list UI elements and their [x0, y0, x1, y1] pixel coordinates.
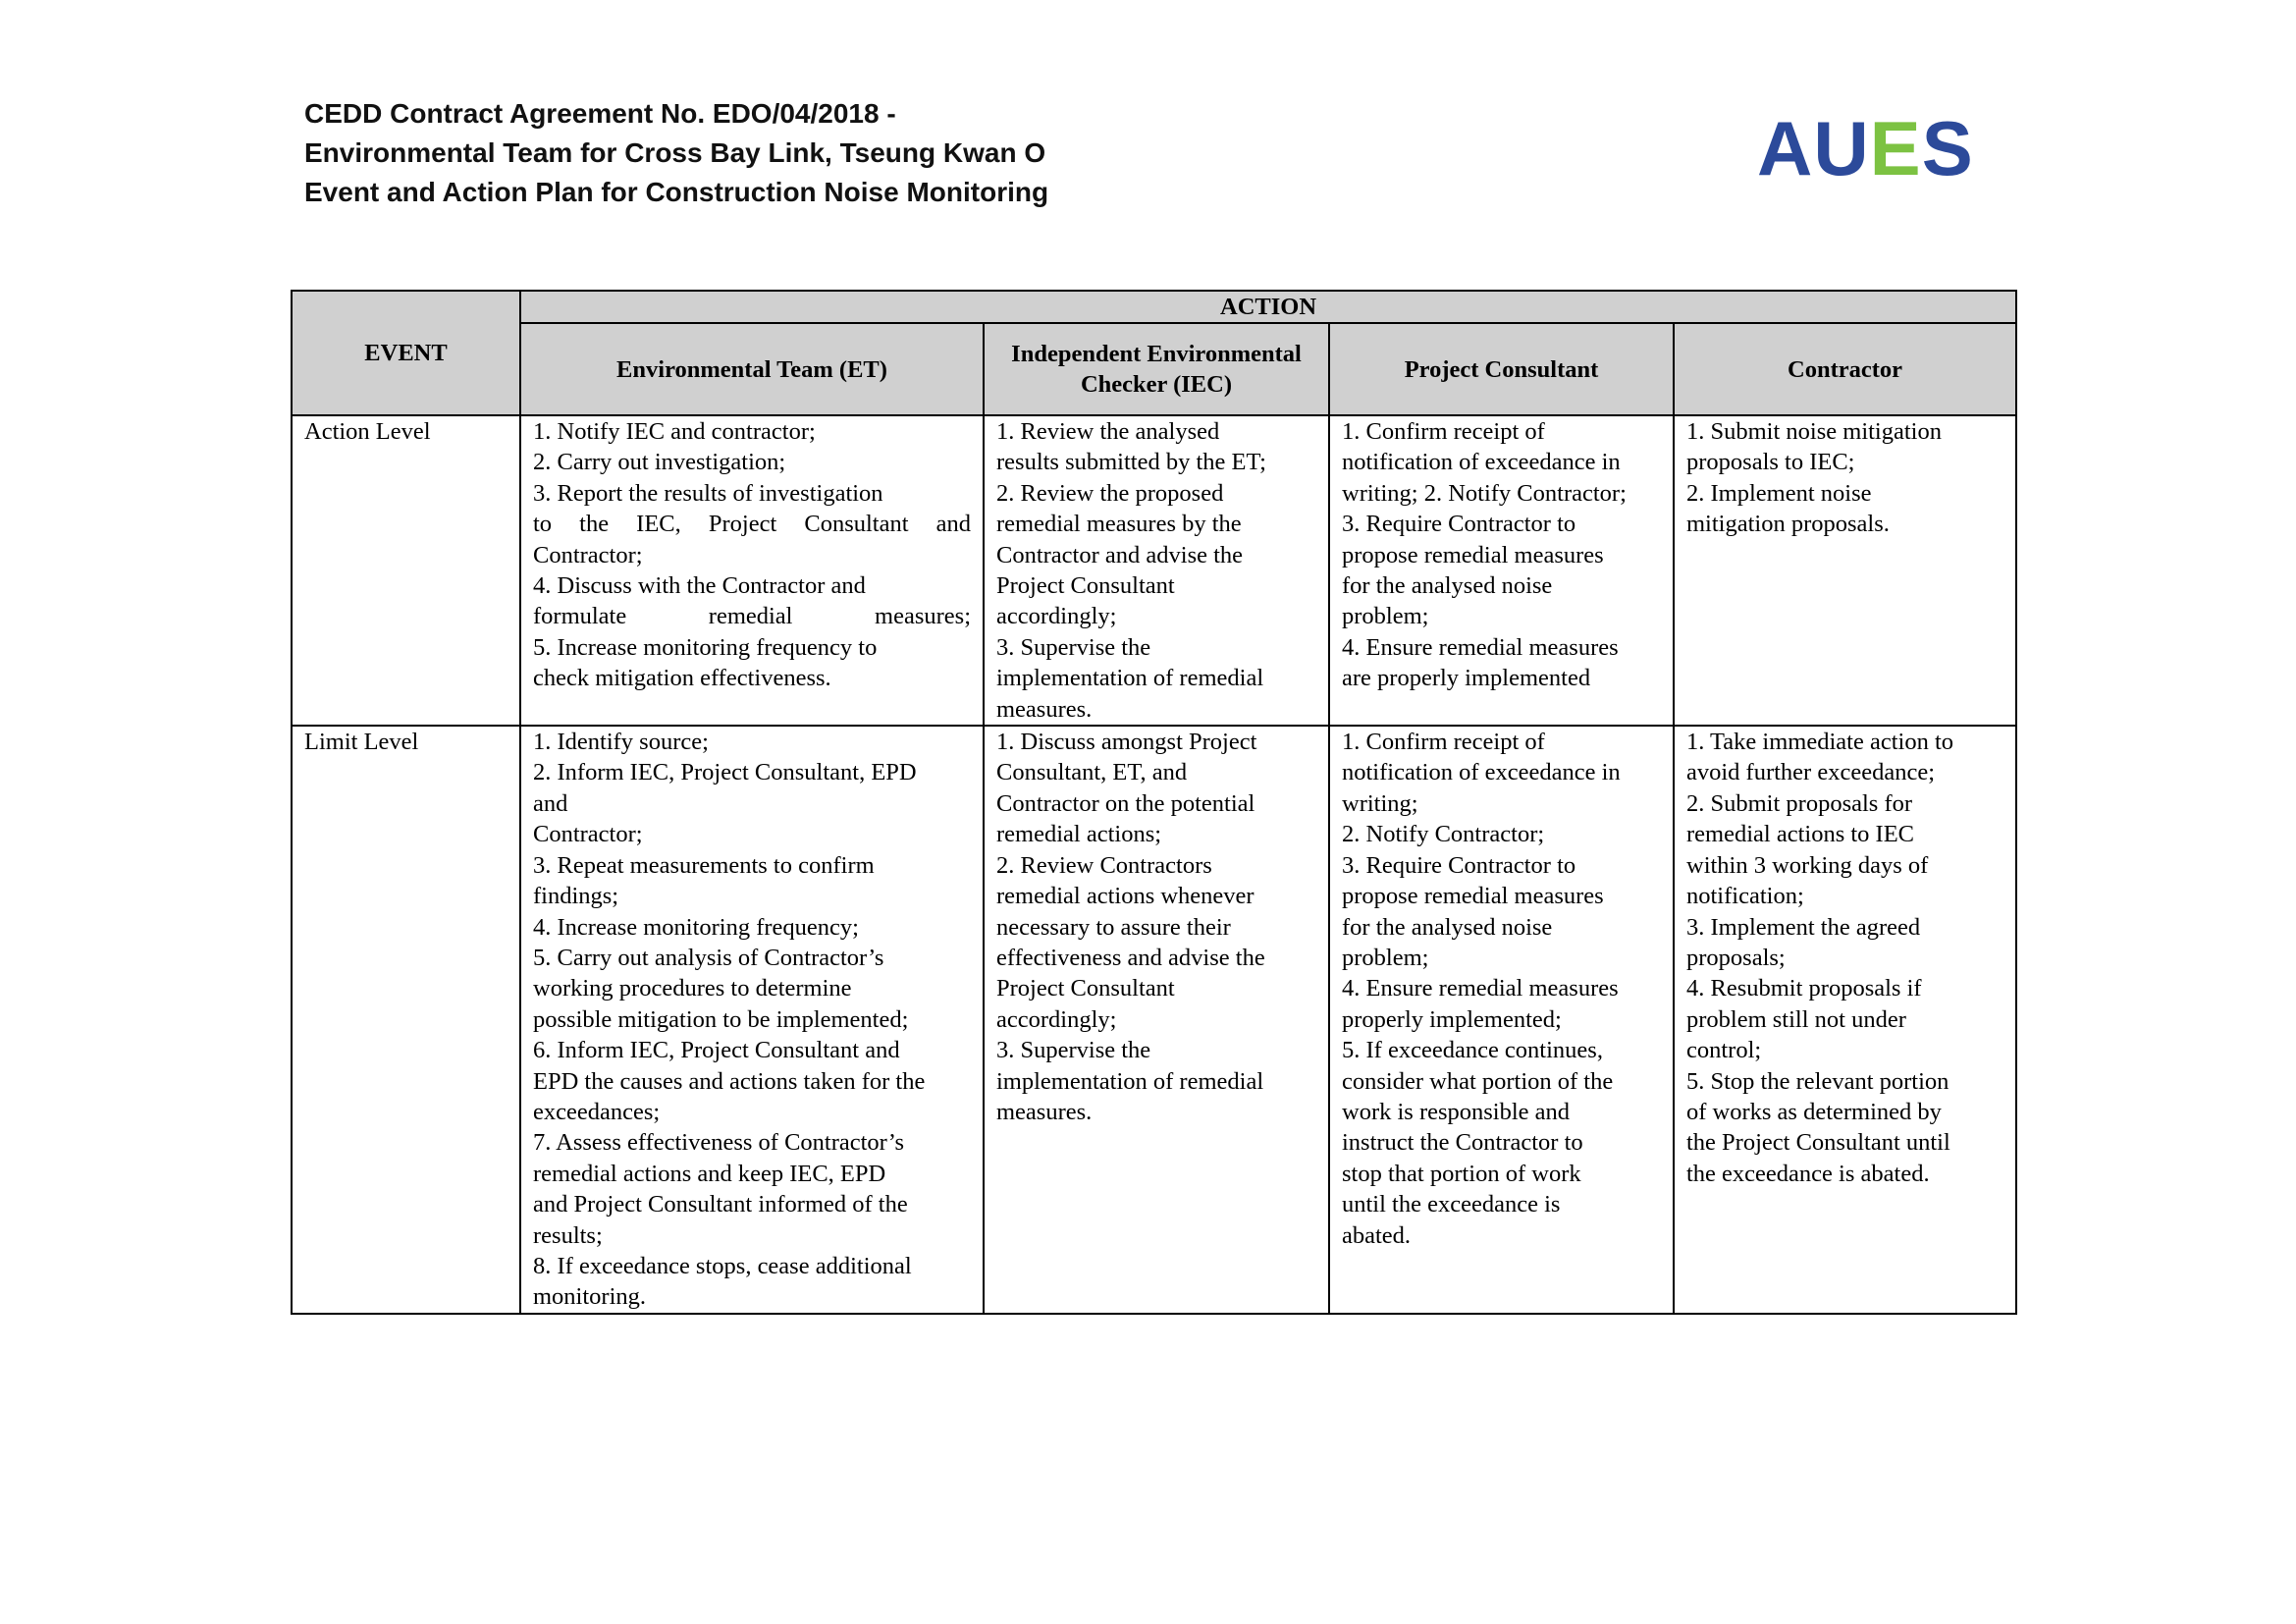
cell-line: 2. Carry out investigation;: [533, 449, 786, 476]
table-row-action-level: [292, 415, 2016, 726]
header-line-team: Environmental Team for Cross Bay Link, Tseung Kwan O: [304, 137, 1046, 168]
cell-line: proposals to IEC;: [1686, 449, 1855, 476]
cell-line: the exceedance is abated.: [1686, 1160, 1930, 1187]
event-action-plan-table: [291, 290, 2017, 1315]
cell-line: work is responsible and: [1342, 1098, 1571, 1125]
cell-line: instruct the Contractor to: [1342, 1129, 1583, 1157]
cell-line: 1. Take immediate action to: [1686, 729, 1954, 756]
cell-line: remedial measures by the: [996, 511, 1242, 538]
cell-line: and Project Consultant informed of the: [533, 1191, 908, 1218]
column-header-project-consultant: Project Consultant: [1329, 323, 1674, 415]
cell-line: results;: [533, 1221, 603, 1249]
action-group-header: ACTION: [520, 291, 2016, 323]
cell-et-limit-level: [520, 726, 984, 1314]
cell-line: abated.: [1342, 1221, 1412, 1249]
table-row-limit-level: [292, 726, 2016, 1314]
cell-iec-action-level: [984, 415, 1329, 726]
cell-line: Project Consultant: [996, 975, 1175, 1002]
cell-line: avoid further exceedance;: [1686, 759, 1936, 786]
cell-line: within 3 working days of: [1686, 851, 1929, 879]
cell-line: notification;: [1686, 883, 1804, 910]
cell-line: 5. Increase monitoring frequency to: [533, 633, 878, 661]
cell-line: 3. Repeat measurements to confirm: [533, 851, 875, 879]
column-header-et: Environmental Team (ET): [520, 323, 984, 415]
cell-line: 1. Confirm receipt of: [1342, 418, 1545, 445]
cell-line: Project Consultant: [996, 572, 1175, 600]
cell-line: problem still not under: [1686, 1005, 1906, 1033]
cell-line: remedial actions and keep IEC, EPD: [533, 1160, 886, 1187]
cell-pc-limit-level: [1329, 726, 1674, 1314]
cell-line: 4. Increase monitoring frequency;: [533, 913, 859, 941]
cell-line: remedial actions whenever: [996, 883, 1255, 910]
cell-line: Contractor on the potential: [996, 789, 1255, 817]
cell-line: necessary to assure their: [996, 913, 1231, 941]
cell-line: problem;: [1342, 603, 1429, 630]
cell-line: 1. Submit noise mitigation: [1686, 418, 1942, 445]
cell-line: 3. Require Contractor to: [1342, 511, 1576, 538]
cell-line: mitigation proposals.: [1686, 511, 1890, 538]
cell-line: 3. Require Contractor to: [1342, 851, 1576, 879]
cell-line: proposals;: [1686, 944, 1786, 971]
cell-line: 2. Inform IEC, Project Consultant, EPD: [533, 759, 917, 786]
cell-line: results submitted by the ET;: [996, 449, 1266, 476]
cell-line: 8. If exceedance stops, cease additional: [533, 1252, 912, 1279]
event-cell-action-level: Action Level: [292, 415, 520, 726]
cell-line: exceedances;: [533, 1098, 661, 1125]
cell-line: notification of exceedance in: [1342, 759, 1621, 786]
cell-et-action-level: [520, 415, 984, 726]
cell-line: 3. Implement the agreed: [1686, 913, 1921, 941]
cell-line: 6. Inform IEC, Project Consultant and: [533, 1037, 900, 1064]
cell-line: remedial actions;: [996, 821, 1162, 848]
cell-line: writing; 2. Notify Contractor;: [1342, 479, 1627, 507]
cell-contractor-limit-level: [1674, 726, 2016, 1314]
cell-line: propose remedial measures: [1342, 541, 1604, 568]
cell-line: for the analysed noise: [1342, 572, 1553, 600]
cell-pc-action-level: [1329, 415, 1674, 726]
cell-line: stop that portion of work: [1342, 1160, 1581, 1187]
cell-line: Consultant, ET, and: [996, 759, 1188, 786]
cell-line: writing;: [1342, 789, 1418, 817]
cell-line: 3. Report the results of investigation: [533, 479, 883, 507]
cell-line: 5. Stop the relevant portion: [1686, 1067, 1949, 1095]
cell-line: Contractor;: [533, 821, 643, 848]
cell-line: EPD the causes and actions taken for the: [533, 1067, 926, 1095]
cell-line: 4. Ensure remedial measures: [1342, 975, 1619, 1002]
cell-line: 4. Resubmit proposals if: [1686, 975, 1922, 1002]
cell-line: Contractor and advise the: [996, 541, 1244, 568]
cell-line: consider what portion of the: [1342, 1067, 1614, 1095]
cell-line: implementation of remedial: [996, 1067, 1264, 1095]
cell-line: are properly implemented: [1342, 665, 1591, 692]
cell-contractor-action-level: [1674, 415, 2016, 726]
column-header-contractor: Contractor: [1674, 323, 2016, 415]
cell-line: implementation of remedial: [996, 665, 1264, 692]
cell-line: of works as determined by: [1686, 1098, 1942, 1125]
cell-line: 2. Implement noise: [1686, 479, 1872, 507]
cell-line: accordingly;: [996, 603, 1117, 630]
cell-line: effectiveness and advise the: [996, 944, 1265, 971]
cell-line: propose remedial measures: [1342, 883, 1604, 910]
cell-line: measures.: [996, 1098, 1093, 1125]
cell-line: accordingly;: [996, 1005, 1117, 1033]
logo-letter-s: S: [1921, 105, 1974, 191]
cell-line: possible mitigation to be implemented;: [533, 1005, 909, 1033]
column-header-iec: Independent Environmental Checker (IEC): [984, 323, 1329, 415]
cell-line: until the exceedance is: [1342, 1191, 1561, 1218]
event-cell-limit-level: Limit Level: [292, 726, 520, 1314]
cell-line: 1. Notify IEC and contractor;: [533, 418, 816, 445]
cell-line: 5. Carry out analysis of Contractor’s: [533, 944, 884, 971]
cell-line: and: [533, 789, 568, 817]
cell-line: to the IEC, Project Consultant and: [533, 511, 971, 538]
cell-line: 5. If exceedance continues,: [1342, 1037, 1603, 1064]
cell-line: 7. Assess effectiveness of Contractor’s: [533, 1129, 905, 1157]
cell-line: 2. Submit proposals for: [1686, 789, 1913, 817]
cell-line: 1. Discuss amongst Project: [996, 729, 1257, 756]
cell-line: 1. Identify source;: [533, 729, 709, 756]
cell-line: properly implemented;: [1342, 1005, 1562, 1033]
cell-line: measures.: [996, 695, 1093, 723]
cell-line: 1. Confirm receipt of: [1342, 729, 1545, 756]
cell-line: remedial actions to IEC: [1686, 821, 1914, 848]
cell-line: 1. Review the analysed: [996, 418, 1220, 445]
cell-line: working procedures to determine: [533, 975, 852, 1002]
aues-logo: [1757, 104, 1974, 192]
document-header: [304, 94, 1048, 212]
header-line-contract: CEDD Contract Agreement No. EDO/04/2018 -: [304, 98, 896, 129]
cell-line: problem;: [1342, 944, 1429, 971]
cell-line: 3. Supervise the: [996, 633, 1151, 661]
cell-line: the Project Consultant until: [1686, 1129, 1950, 1157]
cell-line: monitoring.: [533, 1283, 647, 1311]
cell-line: Contractor;: [533, 541, 643, 568]
cell-line: 2. Review Contractors: [996, 851, 1212, 879]
cell-line: findings;: [533, 883, 619, 910]
logo-letters-au: AU: [1757, 105, 1870, 191]
cell-line: for the analysed noise: [1342, 913, 1553, 941]
event-column-header: EVENT: [292, 291, 520, 415]
logo-letter-e: E: [1869, 105, 1922, 191]
cell-line: 2. Notify Contractor;: [1342, 821, 1545, 848]
cell-line: 4. Ensure remedial measures: [1342, 633, 1619, 661]
cell-line: formulate remedial measures;: [533, 603, 971, 630]
cell-iec-limit-level: [984, 726, 1329, 1314]
cell-line: 2. Review the proposed: [996, 479, 1224, 507]
cell-line: 3. Supervise the: [996, 1037, 1151, 1064]
header-line-plan-title: Event and Action Plan for Construction Noise Monitoring: [304, 177, 1049, 207]
cell-line: notification of exceedance in: [1342, 449, 1621, 476]
cell-line: control;: [1686, 1037, 1762, 1064]
cell-line: check mitigation effectiveness.: [533, 665, 831, 692]
cell-line: 4. Discuss with the Contractor and: [533, 572, 866, 600]
